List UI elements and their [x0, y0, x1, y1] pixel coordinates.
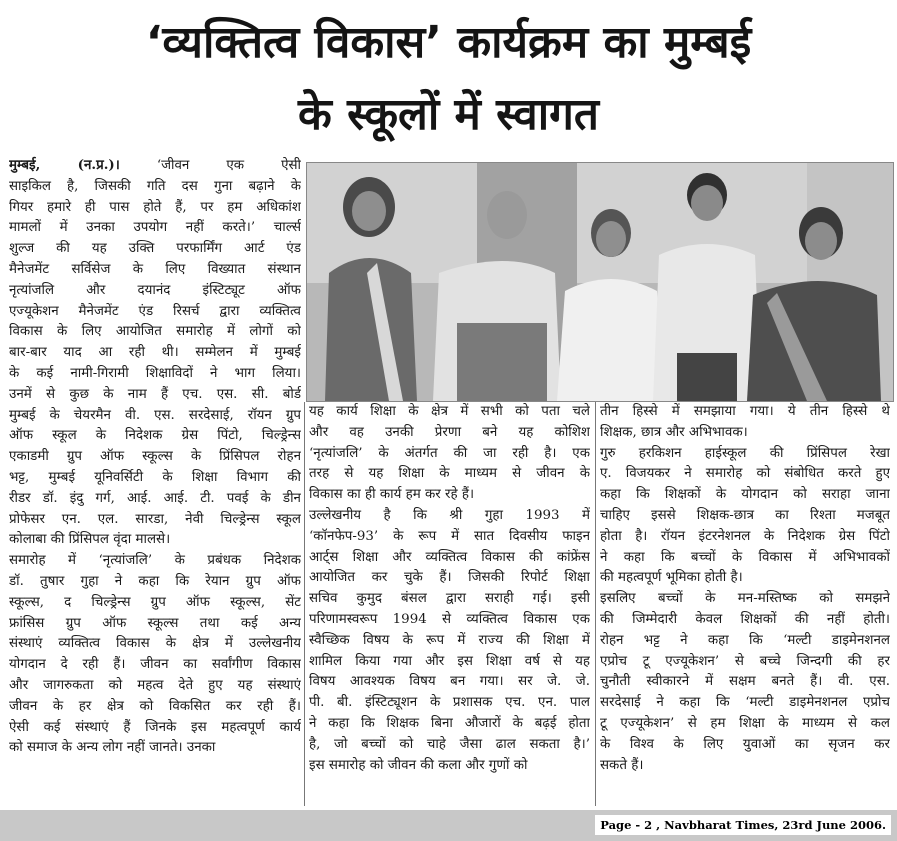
article-line: इसलिए बच्चों के मन-मस्तिष्क को समझने	[600, 591, 890, 607]
article-line: रीडर डॉ. इंदु गर्ग, आई. आई. टी. पवई के डीन	[9, 490, 301, 506]
article-line: संस्थाएं व्यक्तित्व विकास के क्षेत्र में उल्लेखनीय	[9, 636, 301, 652]
article-line: साइकिल है, जिसकी गति दस गुना बढ़ाने के	[9, 178, 301, 194]
article-line: विषय आवश्यक विषय बन गया। सर जे. जे.	[309, 674, 590, 690]
article-line: चाहिए इससे शिक्षक-छात्र का रिश्ता मजबूत	[600, 507, 890, 523]
article-line: आयोजित कर चुके हैं। जिसकी रिपोर्ट शिक्षा	[309, 570, 590, 586]
article-line: एप्रोच टू एज्यूकेशन’ से बच्चे जिन्दगी की हर	[600, 653, 890, 669]
article-line: डॉ. तुषार गुहा ने कहा कि रेयान ग्रुप ऑफ	[9, 573, 301, 589]
article-line: बार-बार याद आ रही थी। सम्मेलन में मुम्बई	[9, 345, 301, 361]
article-line: मामलों में उनका उपयोग नहीं करते।’ चार्ल्स	[9, 220, 301, 236]
article-line: फ्रांसिस ग्रुप ऑफ स्कूल्स तथा कई अन्य	[9, 615, 301, 631]
article-line: रोहन भट्ट ने कहा कि ‘मल्टी डाइमेनशनल	[600, 632, 890, 648]
article-line: है, जो बच्चों को चाहे जैसा ढाल सकता है।’	[309, 736, 590, 752]
article-line: और जागरुकता को महत्व देते हुए यह संस्थाएं	[9, 677, 301, 693]
article-line: ऑफ स्कूल के निदेशक ग्रेस पिंटो, चिल्ड्रेन्स	[9, 428, 301, 444]
article-line: को समाज के अन्य लोग नहीं जानते। उनका	[9, 740, 216, 756]
article-line: तीन हिस्से में समझाया गया। ये तीन हिस्से थे	[600, 404, 890, 419]
article-line: मुम्बई के चेयरमैन वी. एस. सरदेसाई, रॉयन ग्रुप	[9, 407, 301, 423]
article-line: स्कूल्स, द चिल्ड्रेन्स ग्रुप ऑफ स्कूल्स, सेंट	[9, 594, 301, 610]
article-line: कहा कि शिक्षकों के योगदान को सराहा जाना	[600, 487, 890, 503]
article-line: आर्ट्स शिक्षा और व्यक्तित्व विकास की कांफ्रेंस	[309, 549, 590, 565]
article-line: योगदान दे रही हैं। जीवन का सर्वांगीण विकास	[9, 657, 301, 673]
article-line: टू एज्यूकेशन’ से हम शिक्षा के माध्यम से कल	[600, 715, 890, 731]
source-citation: Page - 2 , Navbharat Times, 23rd June 2006.	[595, 815, 891, 835]
article-line: एकाडमी ग्रुप ऑफ स्कूल्स के प्रिंसिपल रोहन	[9, 449, 301, 465]
headline-line-1: ‘व्यक्तित्व विकास’ कार्यक्रम का मुम्बई	[145, 17, 752, 68]
article-line: एज्यूकेशन मैनेजमेंट एंड रिसर्च द्वारा व्यक्तित्व	[9, 303, 301, 319]
column-divider	[595, 402, 596, 806]
article-line: सचिव कुमुद बंसल द्वारा सराही गई। इसी	[309, 591, 590, 607]
article-line: इस समारोह को जीवन की कला और गुणों को	[309, 757, 528, 773]
article-line: परिणामस्वरूप 1994 से व्यक्तित्व विकास एक	[309, 611, 590, 627]
article-line: के कई नामी-गिरामी शिक्षाविदों ने भाग लिया।	[9, 365, 301, 381]
column-divider	[304, 402, 305, 806]
article-line: शामिल किया गया और इस शिक्षा वर्ष से यह	[309, 653, 590, 669]
dateline: मुम्बई, (न.प्र.)।	[9, 157, 120, 173]
article-line: के विश्व के लिए युवाओं का सृजन कर	[600, 736, 890, 752]
article-line: चुनौती स्वीकारने में सक्षम बनते हैं। वी. एस.	[600, 674, 890, 690]
article-line: समारोह में ‘नृत्यांजलि’ के प्रबंधक निदेशक	[9, 553, 301, 569]
article-line: सकते हैं।	[600, 757, 644, 773]
article-line: विकास के लिए आयोजित समारोह में लोगों को	[9, 324, 301, 340]
article-line: सरदेसाई ने कहा कि ‘मल्टी डाइमेनशनल एप्रोच	[600, 695, 890, 711]
article-line: और वह उनकी प्रेरणा बने यह कोशिश	[309, 424, 590, 440]
headline-line-2: के स्कूलों में स्वागत	[297, 89, 600, 140]
article-column-2	[309, 402, 590, 806]
article-line: ऐसी कई संस्थाएं हैं जिनके इस महत्वपूर्ण कार्य	[9, 719, 301, 735]
article-line: की जिम्मेदारी केवल शिक्षकों की नहीं होती।	[600, 611, 890, 627]
group-photo-illustration	[307, 163, 893, 401]
article-line: नृत्यांजलि और दयानंद इंस्टिट्यूट ऑफ	[9, 282, 301, 298]
article-column-1	[9, 155, 301, 805]
article-line: ने कहा कि शिक्षक बिना औजारों के बढ़ई होता	[309, 715, 590, 731]
article-line: विकास का ही कार्य हम कर रहे हैं।	[309, 487, 475, 503]
article-line: स्वैच्छिक विषय के रूप में राज्य की शिक्षा में	[309, 632, 590, 648]
article-line: गुरु हरकिशन हाईस्कूल की प्रिंसिपल रेखा	[600, 445, 890, 461]
article-line: ए. विजयकर ने समारोह को संबोधित करते हुए	[600, 466, 890, 482]
article-line: प्रोफेसर एन. एल. सारडा, नेवी चिल्ड्रेन्स स्कूल	[9, 511, 301, 527]
event-photo	[306, 162, 894, 402]
article-line: ने कहा कि बच्चों के विकास में अभिभावकों	[600, 549, 890, 565]
article-line: गियर हमारे ही पास होते हैं, पर हम अधिकांश	[9, 199, 301, 215]
article-line-text: ‘जीवन एक ऐसी	[119, 158, 301, 173]
article-line: मैनेजमेंट सर्विसेज के लिए विख्यात संस्थान	[9, 261, 301, 277]
article-line: उनमें से कुछ के नाम हैं एच. एस. सी. बोर्ड	[9, 386, 301, 402]
article-line: उल्लेखनीय है कि श्री गुहा 1993 में	[309, 507, 590, 523]
article-line: शिक्षक, छात्र और अभिभावक।	[600, 424, 748, 440]
article-line: ‘कॉनफेप-93’ के रूप में सात दिवसीय फाइन	[309, 528, 590, 544]
article-column-3	[600, 402, 890, 806]
article-line: यह कार्य शिक्षा के क्षेत्र में सभी को पता चले	[309, 404, 590, 419]
article-line: ‘नृत्यांजलि’ के अंतर्गत की जा रही है। एक	[309, 445, 590, 461]
article-line: पी. बी. इंस्टिट्यूशन के प्रशासक एच. एन. पाल	[309, 695, 590, 711]
article-line	[9, 155, 301, 177]
article-line: भट्ट, मुम्बई यूनिवर्सिटी के शिक्षा विभाग की	[9, 469, 301, 485]
article-line: की महत्वपूर्ण भूमिका होती है।	[600, 570, 743, 586]
article-line: जीवन के हर क्षेत्र को विकसित कर रही हैं।	[9, 698, 301, 714]
article-line: तरह से यह शिक्षा के माध्यम से जीवन के	[309, 466, 590, 482]
article-line: होता है। रॉयन इंटरनेशनल के निदेशक ग्रेस पिंटो	[600, 528, 890, 544]
article-line: शुल्ज की यह उक्ति परफार्मिंग आर्ट एंड	[9, 241, 301, 257]
article-line: कोलाबा की प्रिंसिपल वृंदा मालसे।	[9, 532, 171, 548]
